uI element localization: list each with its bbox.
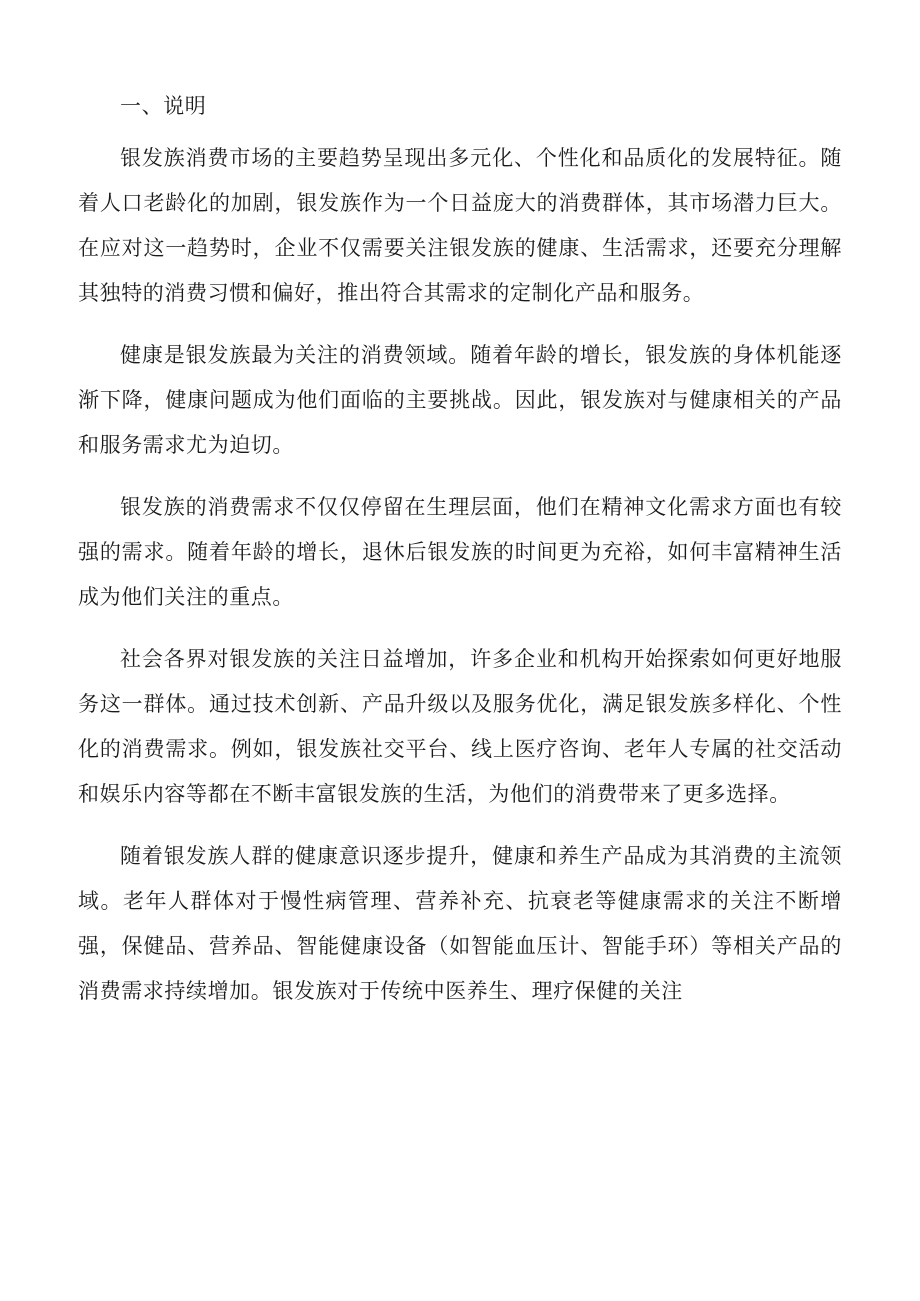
paragraph-4: 社会各界对银发族的关注日益增加，许多企业和机构开始探索如何更好地服务这一群体。通过技术创新、产品升级以及服务优化，满足银发族多样化、个性化的消费需求。例如，银发族社交平台、线上医疗咨询、老年人专属的社交活动和娱乐内容等都在不断丰富银发族的生活，为他们的消费带来了更多选择。 [78,647,842,806]
paragraph-3: 银发族的消费需求不仅仅停留在生理层面，他们在精神文化需求方面也有较强的需求。随着年龄的增长，退休后银发族的时间更为充裕，如何丰富精神生活成为他们关注的重点。 [78,495,842,609]
paragraph-5: 随着银发族人群的健康意识逐步提升，健康和养生产品成为其消费的主流领域。老年人群体对于慢性病管理、营养补充、抗衰老等健康需求的关注不断增强，保健品、营养品、智能健康设备（如智能血压计、智能手环）等相关产品的消费需求持续增加。银发族对于传统中医养生、理疗保健的关注 [78,844,842,1003]
document-body [78,84,842,1031]
section-heading: 一、说明 [120,94,207,118]
paragraph-2: 健康是银发族最为关注的消费领域。随着年龄的增长，银发族的身体机能逐渐下降，健康问题成为他们面临的主要挑战。因此，银发族对与健康相关的产品和服务需求尤为迫切。 [78,343,842,457]
paragraph-1: 银发族消费市场的主要趋势呈现出多元化、个性化和品质化的发展特征。随着人口老龄化的加剧，银发族作为一个日益庞大的消费群体，其市场潜力巨大。在应对这一趋势时，企业不仅需要关注银发族的健康、生活需求，还要充分理解其独特的消费习惯和偏好，推出符合其需求的定制化产品和服务。 [78,146,842,305]
